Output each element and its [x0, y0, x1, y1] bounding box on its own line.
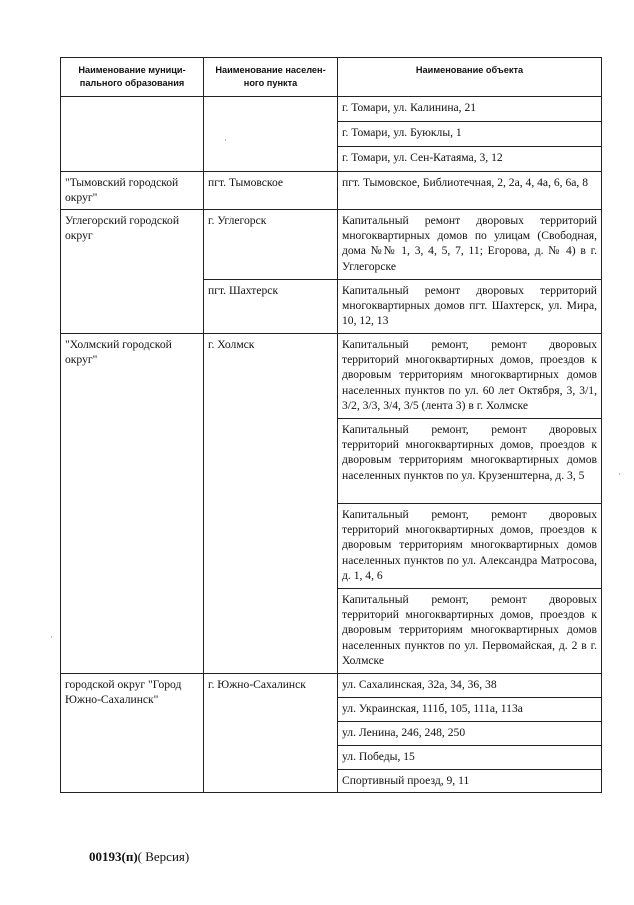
header-settlement: Наименование населен- ного пункта [204, 58, 338, 97]
object-cell: Капитальный ремонт, ремонт дворовых территорий многоквартирных домов, проездов к дворовым территориям многоквартирных домов населенных пунктов по ул. Крузенштерна, д. 3, 5 [338, 419, 602, 504]
municipality-cell: Углегорский городской округ [61, 210, 204, 334]
municipality-cell: "Тымовский городской округ" [61, 172, 204, 210]
table-row [61, 334, 602, 419]
object-cell: ул. Победы, 15 [338, 746, 602, 770]
object-cell: ул. Сахалинская, 32а, 34, 36, 38 [338, 674, 602, 698]
table-header-row [61, 58, 602, 97]
settlement-cell: пгт. Шахтерск [204, 280, 338, 334]
settlement-cell: пгт. Тымовское [204, 172, 338, 210]
scan-speck: · [224, 136, 227, 146]
settlement-cell: г. Углегорск [204, 210, 338, 280]
object-cell: г. Томари, ул. Калинина, 21 [338, 97, 602, 122]
scan-speck: · [618, 470, 621, 480]
object-cell: Капитальный ремонт дворовых территорий многоквартирных домов пгт. Шахтерск, ул. Мира, 10, 12, 13 [338, 280, 602, 334]
table-row [61, 97, 602, 122]
object-cell: Капитальный ремонт дворовых территорий многоквартирных домов по улицам (Свободная, дома №№ 1, 3, 4, 5, 7, 11; Егорова, д. № 4) в г. Углегорске [338, 210, 602, 280]
municipality-cell: "Холмский городской округ" [61, 334, 204, 674]
settlement-cell: г. Южно-Сахалинск [204, 674, 338, 793]
table-row [61, 210, 602, 280]
document-code: 00193(п) [89, 849, 138, 864]
municipality-cell: городской округ "Город Южно-Сахалинск" [61, 674, 204, 793]
header-municipality: Наименование муници- пального образования [61, 58, 204, 97]
document-footer [89, 849, 189, 865]
settlement-cell-empty [204, 97, 338, 172]
objects-table [60, 57, 602, 793]
object-cell: пгт. Тымовское, Библиотечная, 2, 2а, 4, 4а, 6, 6а, 8 [338, 172, 602, 210]
object-cell: ул. Украинская, 111б, 105, 111а, 113а [338, 698, 602, 722]
document-version: ( Версия) [137, 849, 190, 864]
object-cell: Капитальный ремонт, ремонт дворовых территорий многоквартирных домов, проездов к дворовым территориям многоквартирных домов населенных пунктов по ул. 60 лет Октября, 3, 3/1, 3/2, 3/3, 3/4, 3/5 (лента 3) в г. Холмске [338, 334, 602, 419]
object-cell: г. Томари, ул. Сен-Катаяма, 3, 12 [338, 147, 602, 172]
object-cell: Капитальный ремонт, ремонт дворовых территорий многоквартирных домов, проездов к дворовым территориям многоквартирных домов населенных пунктов по ул. Александра Матросова, д. 1, 4, 6 [338, 504, 602, 589]
header-object: Наименование объекта [338, 58, 602, 97]
object-cell: ул. Ленина, 246, 248, 250 [338, 722, 602, 746]
object-cell: Спортивный проезд, 9, 11 [338, 770, 602, 793]
table-row [61, 674, 602, 698]
settlement-cell: г. Холмск [204, 334, 338, 674]
object-cell: г. Томари, ул. Буюклы, 1 [338, 122, 602, 147]
scan-speck: · [50, 633, 53, 643]
object-cell: Капитальный ремонт, ремонт дворовых территорий многоквартирных домов, проездов к дворовым территориям многоквартирных домов населенных пунктов по ул. Первомайская, д. 2 в г. Холмске [338, 589, 602, 674]
table-row [61, 172, 602, 210]
municipality-cell-empty [61, 97, 204, 172]
